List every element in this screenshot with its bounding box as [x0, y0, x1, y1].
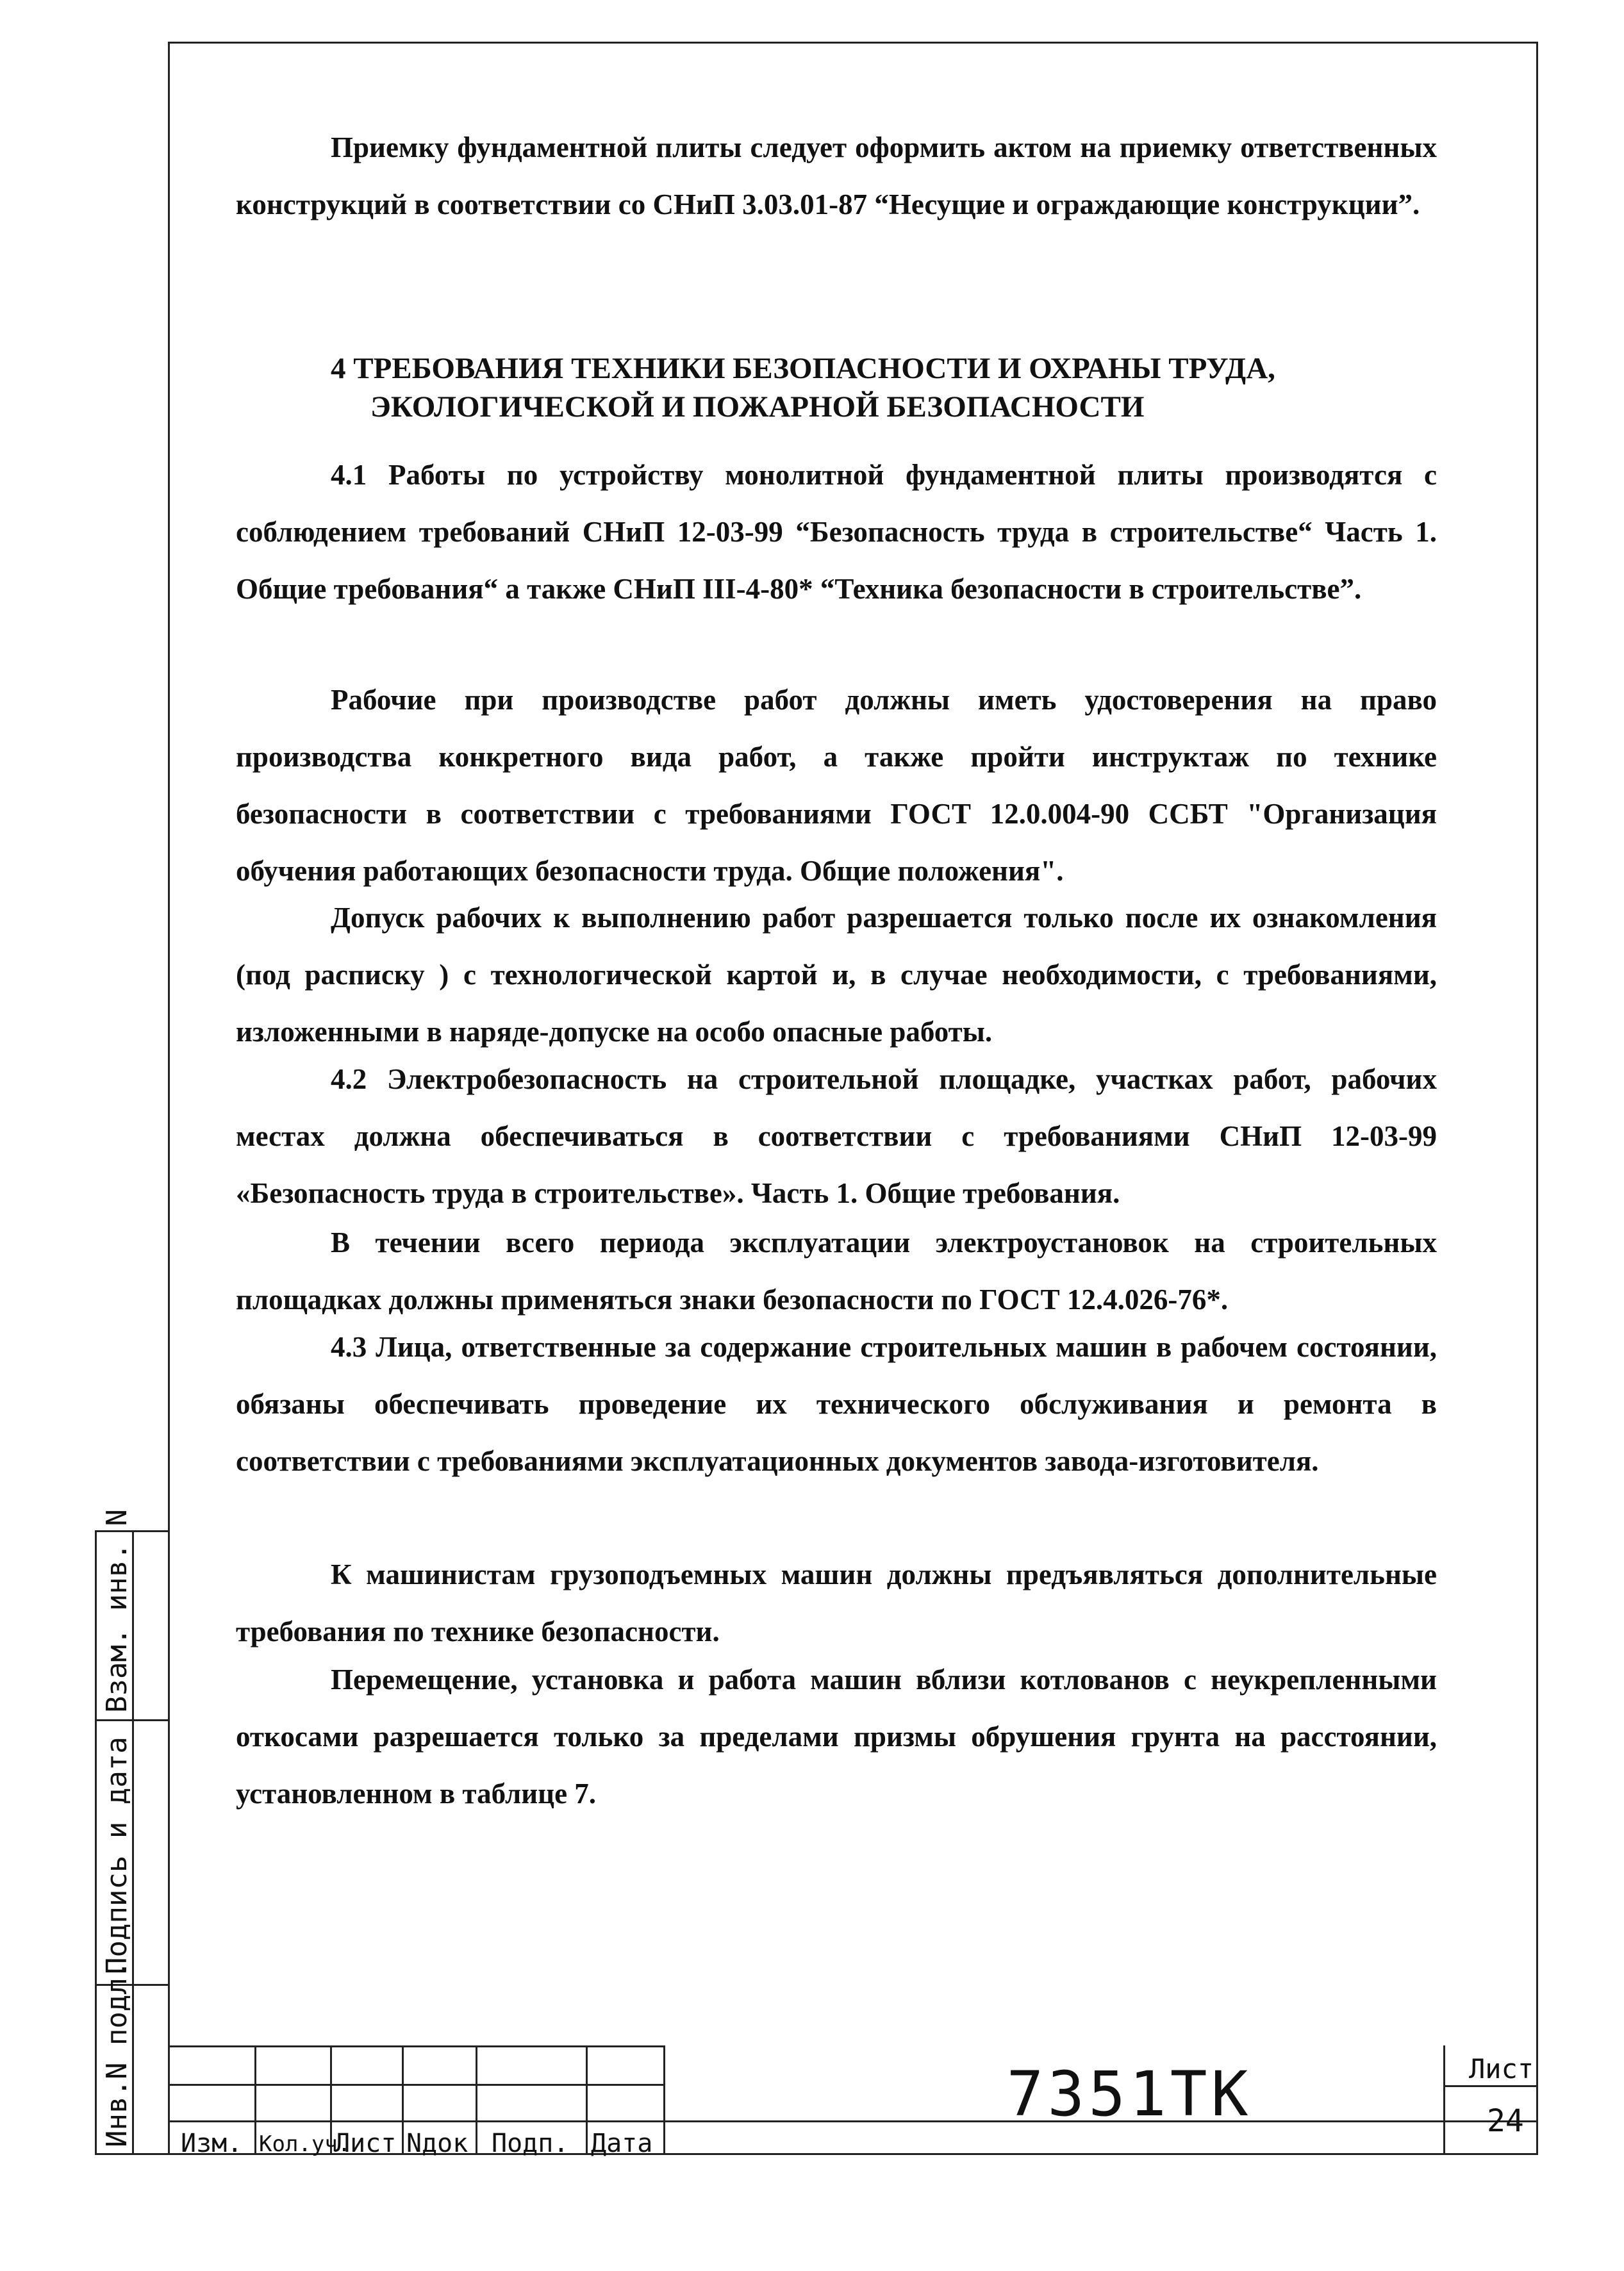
- sheet-number: 24: [1487, 2103, 1524, 2139]
- paragraph-4-3: 4.3 Лица, ответственные за содержание строительных машин в рабочем состоянии, обязаны обеспечивать проведение их технического обслуживания и ремонта в соответствии с требованиями эксплуатационных документов завода-изготовителя.: [236, 1331, 1437, 1477]
- paragraph-safety-signs: В течении всего периода эксплуатации электроустановок на строительных площадках должны применяться знаки безопасности по ГОСТ 12.4.026-76*.: [236, 1226, 1437, 1316]
- title-block: [168, 2045, 1538, 2158]
- title-col-koluch: Кол.уч.: [259, 2131, 351, 2157]
- sheet-label: Лист: [1469, 2053, 1534, 2085]
- side-label-podpis-data: Подпись и дата: [101, 1737, 133, 1974]
- paragraph-work-admission: Допуск рабочих к выполнению работ разрешается только после их ознакомления (под расписку ) с технологической картой и, в случае необходимости, с требованиями, изложенными в наряде-допуске на особо опасные работы.: [236, 902, 1437, 1048]
- document-code: 7351ТК: [1006, 2058, 1252, 2130]
- side-label-vzam-inv: Взам. инв. N: [101, 1509, 133, 1713]
- side-stamp: [95, 1509, 170, 2155]
- side-label-inv-podl: Инв.N подл.: [101, 1960, 133, 2147]
- paragraph-acceptance: Приемку фундаментной плиты следует оформить актом на приемку ответственных конструкций в соответствии со СНиП 3.03.01-87 “Несущие и ограждающие конструкции”.: [236, 131, 1437, 220]
- title-block-line: [1443, 2085, 1538, 2087]
- title-block-col-line: [402, 2045, 404, 2155]
- paragraph-crane-operators: К машинистам грузоподъемных машин должны предъявляться дополнительные требования по технике безопасности.: [236, 1558, 1437, 1648]
- title-block-col-line: [586, 2045, 588, 2155]
- title-col-ndok: Nдок: [406, 2129, 468, 2158]
- side-stamp-divider: [97, 1719, 170, 1721]
- title-block-line: [1443, 2045, 1445, 2155]
- title-col-data: Дата: [591, 2129, 653, 2158]
- paragraph-4-1: 4.1 Работы по устройству монолитной фундаментной плиты производятся с соблюдением требований СНиП 12-03-99 “Безопасность труда в строительстве“ Часть 1. Общие требования“ а также СНиП III-4-80* “Техника безопасности в строительстве”.: [236, 459, 1437, 605]
- paragraph-machine-movement: Перемещение, установка и работа машин вблизи котлованов с неукрепленными откосами разрешается только за пределами призмы обрушения грунта на расстоянии, установленном в таблице 7.: [236, 1664, 1437, 1810]
- title-col-podp: Подп.: [492, 2129, 569, 2158]
- title-block-spacer: [168, 2045, 1443, 2047]
- title-block-line: [663, 2045, 665, 2155]
- section-heading: [236, 349, 1437, 426]
- title-col-list: Лист: [335, 2129, 397, 2158]
- section-heading-line-2: ЭКОЛОГИЧЕСКОЙ И ПОЖАРНОЙ БЕЗОПАСНОСТИ: [370, 390, 1145, 424]
- title-block-col-line: [254, 2045, 256, 2155]
- section-heading-line-1: 4 ТРЕБОВАНИЯ ТЕХНИКИ БЕЗОПАСНОСТИ И ОХРАНЫ ТРУДА,: [331, 352, 1275, 385]
- title-block-line: [168, 2084, 663, 2086]
- title-col-izm: Изм.: [181, 2129, 243, 2158]
- paragraph-workers-certificates: Рабочие при производстве работ должны иметь удостоверения на право производства конкретного вида работ, а также пройти инструктаж по технике безопасности в соответствии с требованиями ГОСТ 12.0.004-90 ССБТ "Организация обучения работающих безопасности труда. Общие положения".: [236, 684, 1437, 887]
- title-block-col-line: [476, 2045, 477, 2155]
- paragraph-4-2: 4.2 Электробезопасность на строительной площадке, участках работ, рабочих местах должна обеспечиваться в соответствии с требованиями СНиП 12-03-99 «Безопасность труда в строительстве». Часть 1. Общие требования.: [236, 1063, 1437, 1209]
